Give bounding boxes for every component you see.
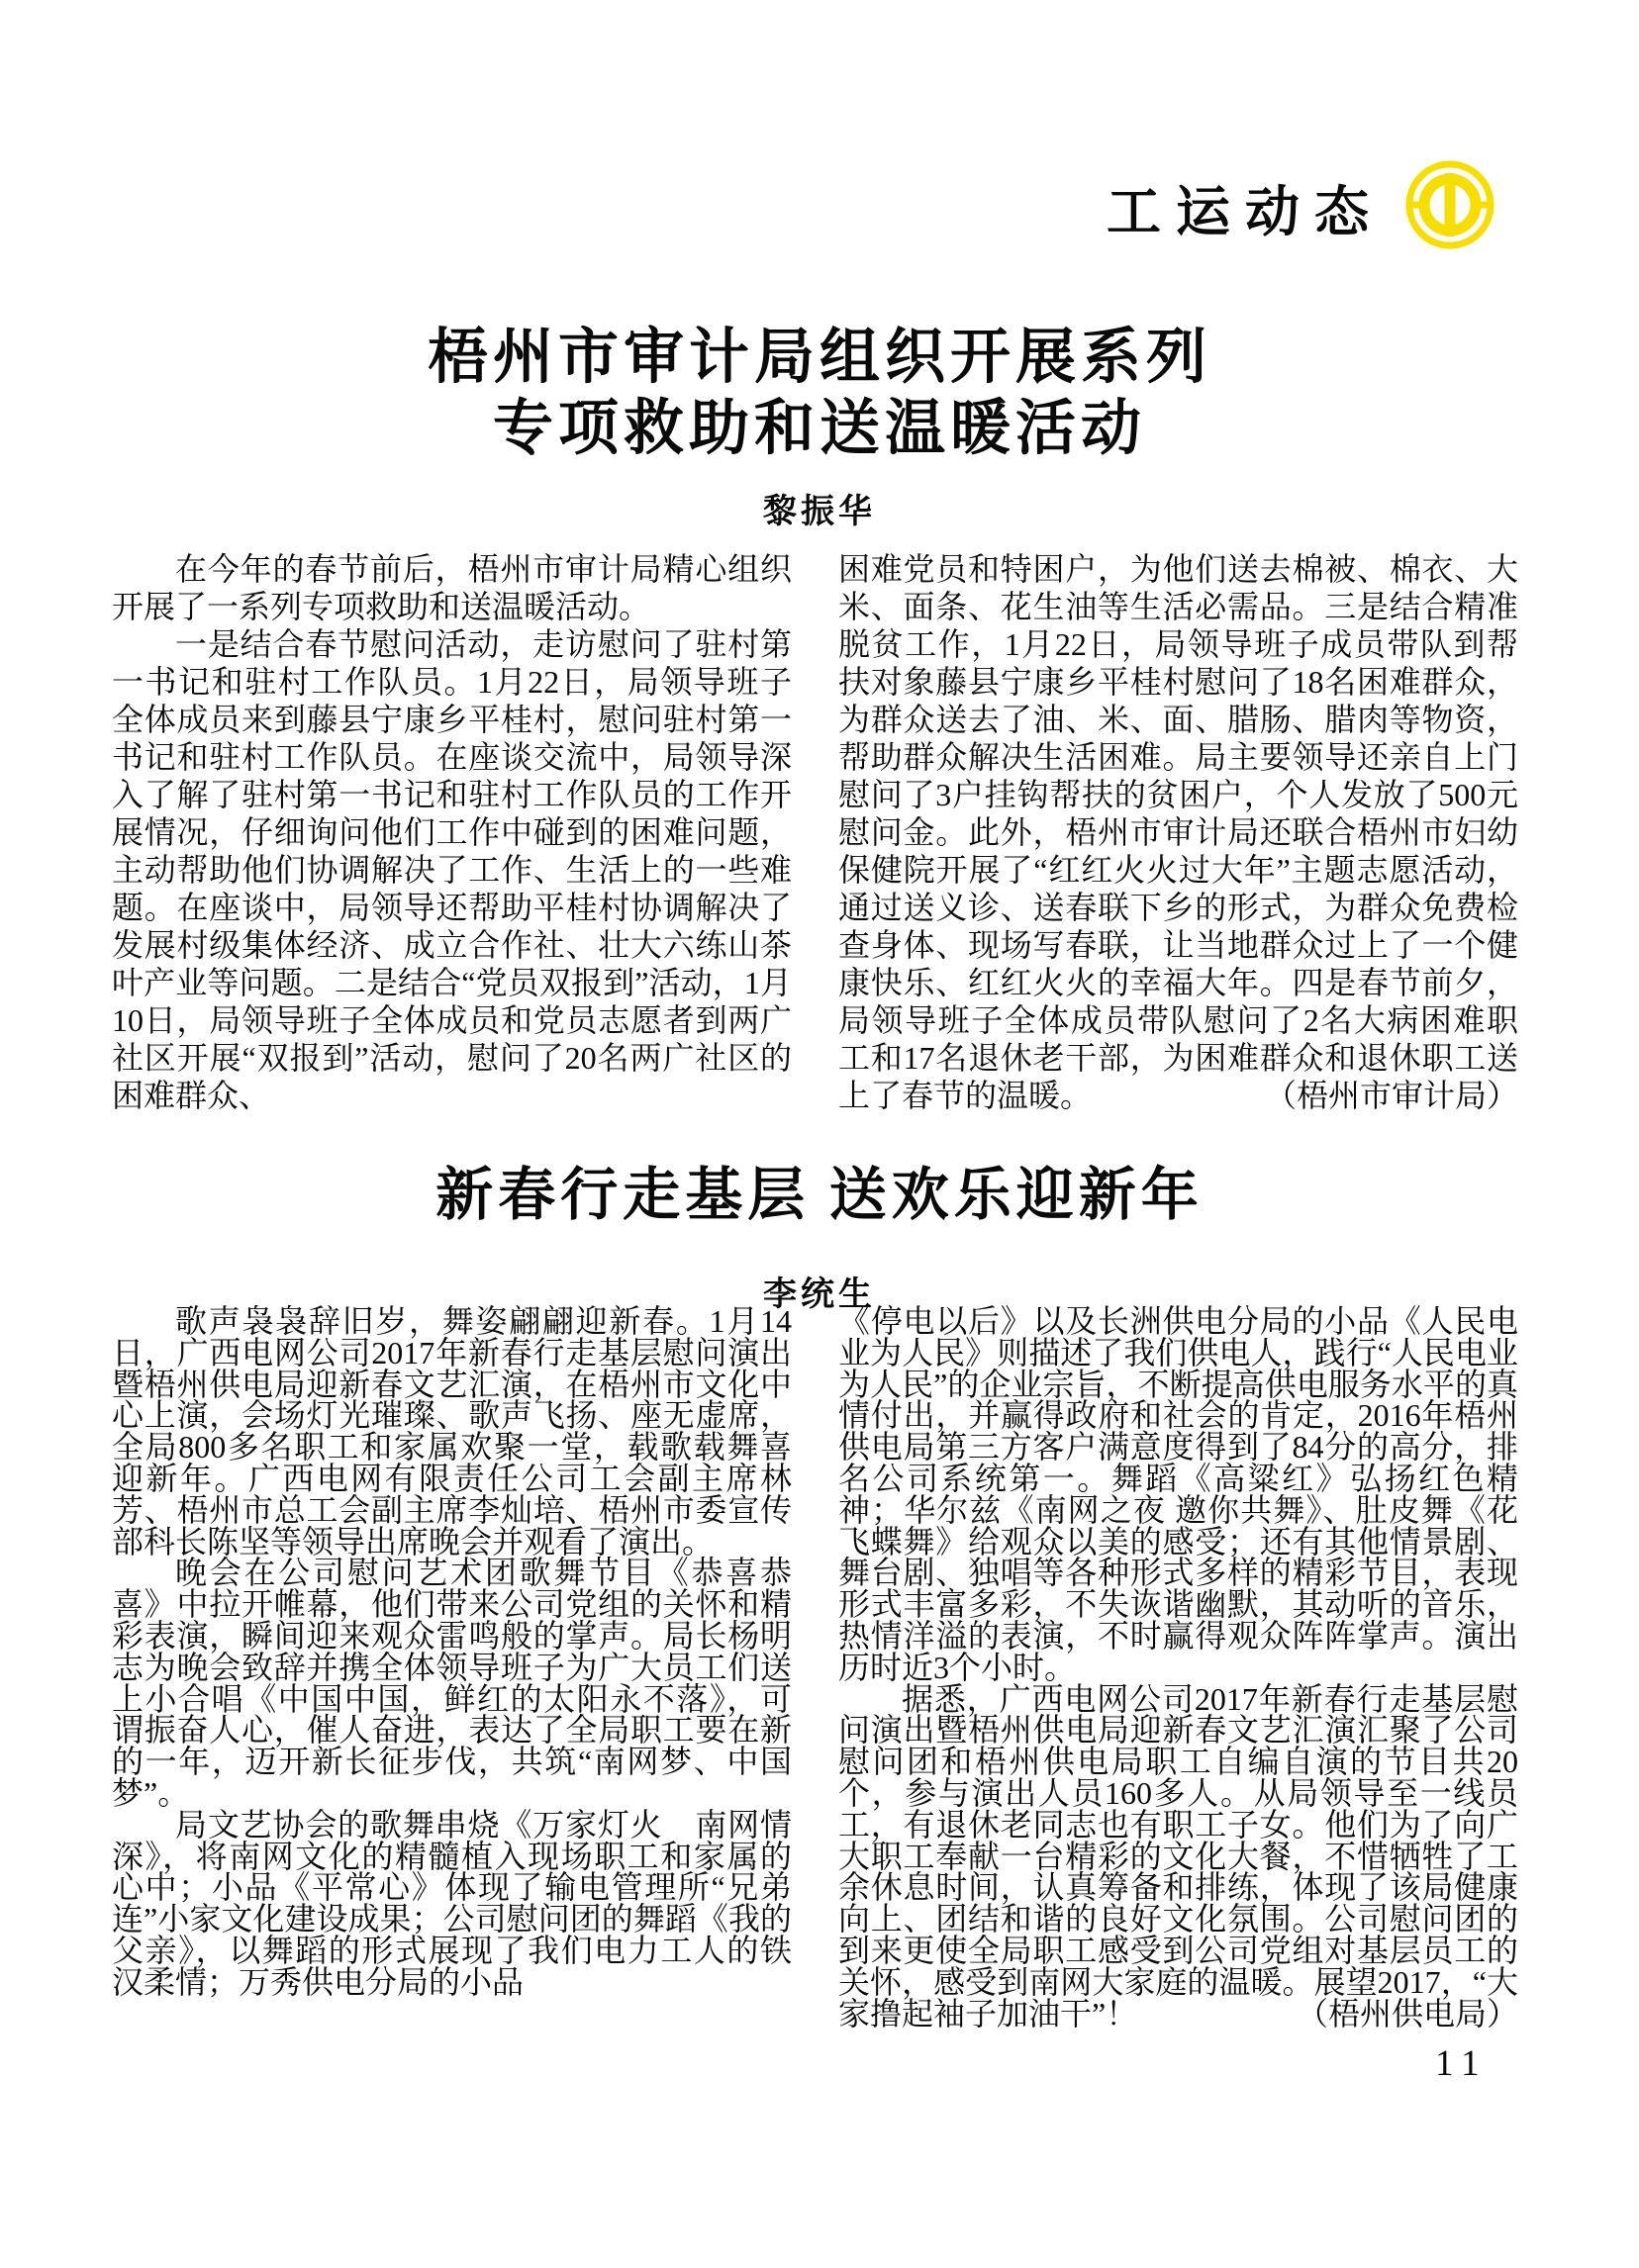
article-1-author: 黎振华 <box>763 494 876 530</box>
article-1-right-column <box>838 550 1518 1114</box>
article-1-title-line-1: 梧州市审计局组织开展系列 <box>427 325 1211 391</box>
article-1-body <box>112 550 1518 1114</box>
article-paragraph: 局文艺协会的歌舞串烧《万家灯火 南网情深》，将南网文化的精髓植入现场职工和家属的心中；小品《平常心》体现了输电管理所“兄弟连”小家文化建设成果；公司慰问团的舞蹈《我的父亲》，以舞蹈的形式展现了我们电力工人的铁汉柔情；万秀供电分局的小品 <box>112 1806 792 2000</box>
article-2-right-column <box>838 1303 1518 2032</box>
article-2-author: 李统生 <box>763 1276 876 1313</box>
masthead-title: 工运动态 <box>1106 181 1384 242</box>
article-paragraph: 在今年的春节前后，梧州市审计局精心组织开展了一系列专项救助和送温暖活动。 <box>112 551 792 624</box>
paragraph-text: 困难党员和特困户，为他们送去棉被、棉衣、大米、面条、花生油等生活必需品。三是结合精准脱贫工作，1月22日，局领导班子成员带队到帮扶对象藤县宁康乡平桂村慰问了18名困难群众，为群众送去了油、米、面、腊肠、腊肉等物资，帮助群众解决生活困难。局主要领导还亲自上门慰问了3户挂钩帮扶的贫困户，个人发放了500元慰问金。此外，梧州市审计局还联合梧州市妇幼保健院开展了“红红火火过大年”主题志愿活动，通过送义诊、送春联下乡的形式，为群众免费检查身体、现场写春联，让当地群众过上了一个健康快乐、红红火火的幸福大年。四是春节前夕，局领导班子全体成员带队慰问了2名大病困难职工和17名退休老干部，为困难群众和退休职工送上了春节的温暖。 <box>838 551 1518 1113</box>
article-paragraph <box>838 550 1518 1114</box>
article-attribution: （梧州市审计局） <box>1264 1078 1518 1113</box>
article-attribution: （梧州供电局） <box>1296 1995 1518 2032</box>
article-1-title-line-2: 专项救助和送温暖活动 <box>492 396 1146 462</box>
article-2-title <box>0 1160 1639 1231</box>
article-2-title-line-1: 新春行走基层 送欢乐迎新年 <box>435 1163 1204 1227</box>
page-number: 11 <box>1435 2043 1489 2084</box>
article-paragraph <box>838 1680 1518 2032</box>
masthead <box>1107 160 1494 249</box>
article-1-left-column <box>112 550 792 1114</box>
article-paragraph: 一是结合春节慰问活动，走访慰问了驻村第一书记和驻村工作队员。1月22日，局领导班子全体成员来到藤县宁康乡平桂村，慰问驻村第一书记和驻村工作队员。在座谈交流中，局领导深入了解了驻村第一书记和驻村工作队员的工作开展情况，仔细询问他们工作中碰到的困难问题，主动帮助他们协调解决了工作、生活上的一些难题。在座谈中，局领导还帮助平桂村协调解决了发展村级集体经济、成立合作社、壮大六练山茶叶产业等问题。二是结合“党员双报到”活动，1月10日，局领导班子全体成员和党员志愿者到两广社区开展“双报到”活动，慰问了20名两广社区的困难群众、 <box>112 626 792 1113</box>
article-2-left-column <box>112 1303 792 2030</box>
paragraph-text: 据悉，广西电网公司2017年新春行走基层慰问演出暨梧州供电局迎新春文艺汇演汇聚了公司慰问团和梧州供电局职工自编自演的节目共20个，参与演出人员160多人。从局领导至一线员工，有退休老同志也有职工子女。他们为了向广大职工奉献一台精彩的文化大餐，不惜牺牲了工余休息时间，认真筹备和排练，体现了该局健康向上、团结和谐的良好文化氛围。公司慰问团的到来更使全局职工感受到公司党组对基层员工的关怀，感受到南网大家庭的温暖。展望2017，“大家撸起袖子加油干”！ <box>838 1680 1518 2032</box>
article-1-title <box>0 323 1639 465</box>
article-2-body <box>112 1303 1518 2032</box>
trade-union-logo-icon <box>1405 160 1494 249</box>
article-paragraph: 歌声袅袅辞旧岁，舞姿翩翩迎新春。1月14日，广西电网公司2017年新春行走基层慰问演出暨梧州供电局迎新春文艺汇演，在梧州市文化中心上演，会场灯光璀璨、歌声飞扬、座无虚席，全局800多名职工和家属欢聚一堂，载歌载舞喜迎新年。广西电网有限责任公司工会副主席林芳、梧州市总工会副主席李灿培、梧州市委宣传部科长陈坚等领导出席晚会并观看了演出。 <box>112 1303 792 1559</box>
article-paragraph: 《停电以后》以及长洲供电分局的小品《人民电业为人民》则描述了我们供电人，践行“人民电业为人民”的企业宗旨，不断提高供电服务水平的真情付出，并赢得政府和社会的肯定，2016年梧州供电局第三方客户满意度得到了84分的高分，排名公司系统第一。舞蹈《高粱红》弘扬红色精神；华尔兹《南网之夜 邀你共舞》、肚皮舞《花飞蝶舞》给观众以美的感受；还有其他情景剧、舞台剧、独唱等各种形式多样的精彩节目，表现形式丰富多彩，不失诙谐幽默，其动听的音乐，热情洋溢的表演，不时赢得观众阵阵掌声。演出历时近3个小时。 <box>838 1303 1518 1685</box>
article-paragraph: 晚会在公司慰问艺术团歌舞节目《恭喜恭喜》中拉开帷幕，他们带来公司党组的关怀和精彩表演，瞬间迎来观众雷鸣般的掌声。局长杨明志为晚会致辞并携全体领导班子为广大员工们送上小合唱《中国中国，鲜红的太阳永不落》，可谓振奋人心，催人奋进，表达了全局职工要在新的一年，迈开新长征步伐，共筑“南网梦、中国梦”。 <box>112 1555 792 1811</box>
